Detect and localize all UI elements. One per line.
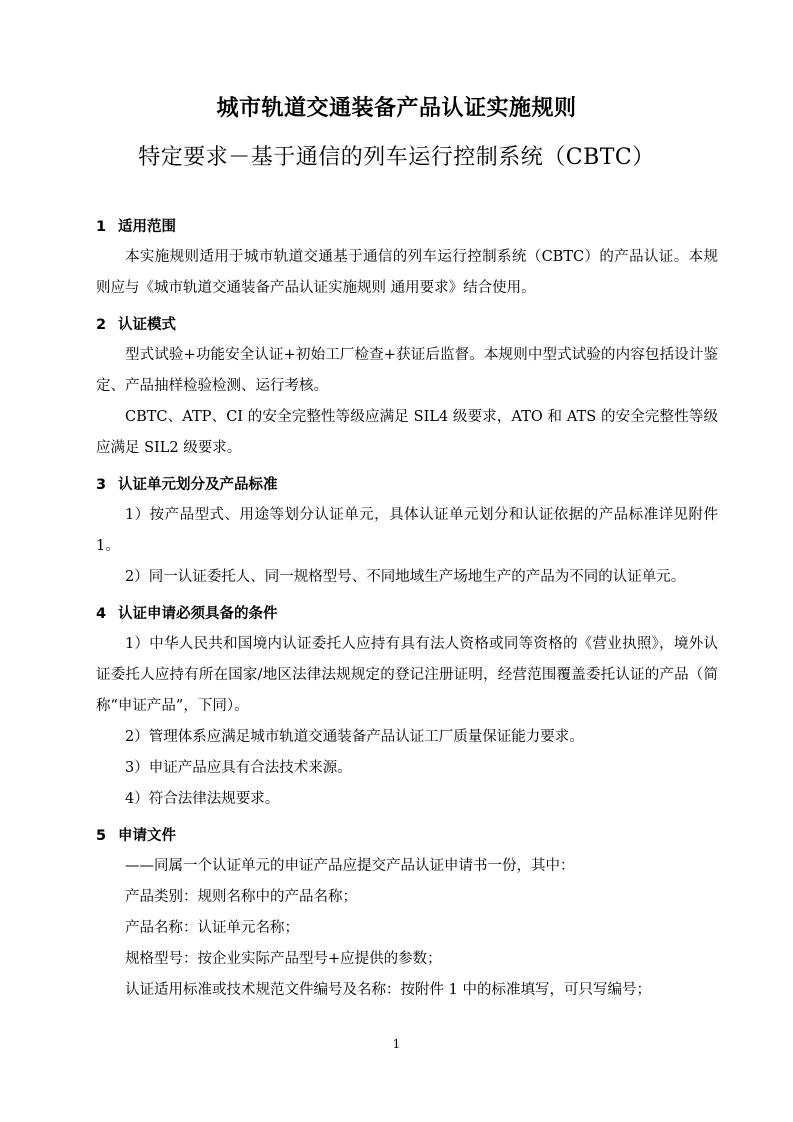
paragraph: 1）按产品型式、用途等划分认证单元，具体认证单元划分和认证依据的产品标准详见附件 1。 bbox=[96, 507, 718, 554]
paragraph: 型式试验+功能安全认证+初始工厂检查+获证后监督。本规则中型式试验的内容包括设计鉴定、产品抽样检验检测、运行考核。 bbox=[96, 347, 718, 394]
paragraph: 2）管理体系应满足城市轨道交通装备产品认证工厂质量保证能力要求。 bbox=[125, 729, 584, 745]
paragraph: 规格型号：按企业实际产品型号+应提供的参数； bbox=[125, 951, 442, 967]
paragraph: 认证适用标准或技术规范文件编号及名称：按附件 1 中的标准填写，可只写编号； bbox=[125, 982, 651, 998]
document-subtitle: 特定要求－基于通信的列车运行控制系统（CBTC） bbox=[138, 145, 655, 170]
section-unit-division bbox=[96, 470, 718, 593]
paragraph: 2）同一认证委托人、同一规格型号、不同地域生产场地生产的产品为不同的认证单元。 bbox=[125, 569, 686, 585]
section-number: 3 bbox=[96, 477, 107, 493]
section-scope bbox=[96, 212, 718, 304]
section-title: 认证单元划分及产品标准 bbox=[118, 477, 278, 493]
paragraph: 3）申证产品应具有合法技术来源。 bbox=[125, 760, 352, 776]
section-heading bbox=[96, 310, 718, 340]
section-heading bbox=[96, 599, 718, 629]
section-title: 认证模式 bbox=[118, 317, 176, 333]
page-number: 1 bbox=[392, 1037, 401, 1051]
document-title: 城市轨道交通装备产品认证实施规则 bbox=[216, 96, 577, 121]
paragraph: 1）中华人民共和国境内认证委托人应持有具有法人资格或同等资格的《营业执照》，境外认证委托人应持有所在国家/地区法律法规规定的登记注册证明，经营范围覆盖委托认证的产品（简称“申证产品”，下同）。 bbox=[96, 636, 718, 714]
paragraph: 4）符合法律法规要求。 bbox=[125, 791, 280, 807]
section-heading bbox=[96, 212, 718, 242]
section-number: 5 bbox=[96, 828, 107, 844]
section-application-conditions bbox=[96, 599, 718, 815]
section-certification-mode bbox=[96, 310, 718, 464]
section-heading bbox=[96, 821, 718, 851]
document-body bbox=[96, 212, 718, 1006]
section-number: 1 bbox=[96, 219, 107, 235]
section-title: 适用范围 bbox=[118, 219, 176, 235]
paragraph: 本实施规则适用于城市轨道交通基于通信的列车运行控制系统（CBTC）的产品认证。本规则应与《城市轨道交通装备产品认证实施规则 通用要求》结合使用。 bbox=[96, 249, 718, 296]
section-application-documents bbox=[96, 821, 718, 1006]
section-title: 认证申请必须具备的条件 bbox=[118, 606, 278, 622]
paragraph: CBTC、ATP、CI 的安全完整性等级应满足 SIL4 级要求，ATO 和 ATS 的安全完整性等级应满足 SIL2 级要求。 bbox=[96, 409, 718, 456]
section-heading bbox=[96, 470, 718, 500]
section-number: 4 bbox=[96, 606, 107, 622]
section-number: 2 bbox=[96, 317, 107, 333]
section-title: 申请文件 bbox=[118, 828, 176, 844]
paragraph: 产品名称：认证单元名称； bbox=[125, 920, 299, 936]
paragraph: 产品类别：规则名称中的产品名称； bbox=[125, 889, 357, 905]
paragraph: ——同属一个认证单元的申证产品应提交产品认证申请书一份，其中： bbox=[125, 858, 575, 874]
